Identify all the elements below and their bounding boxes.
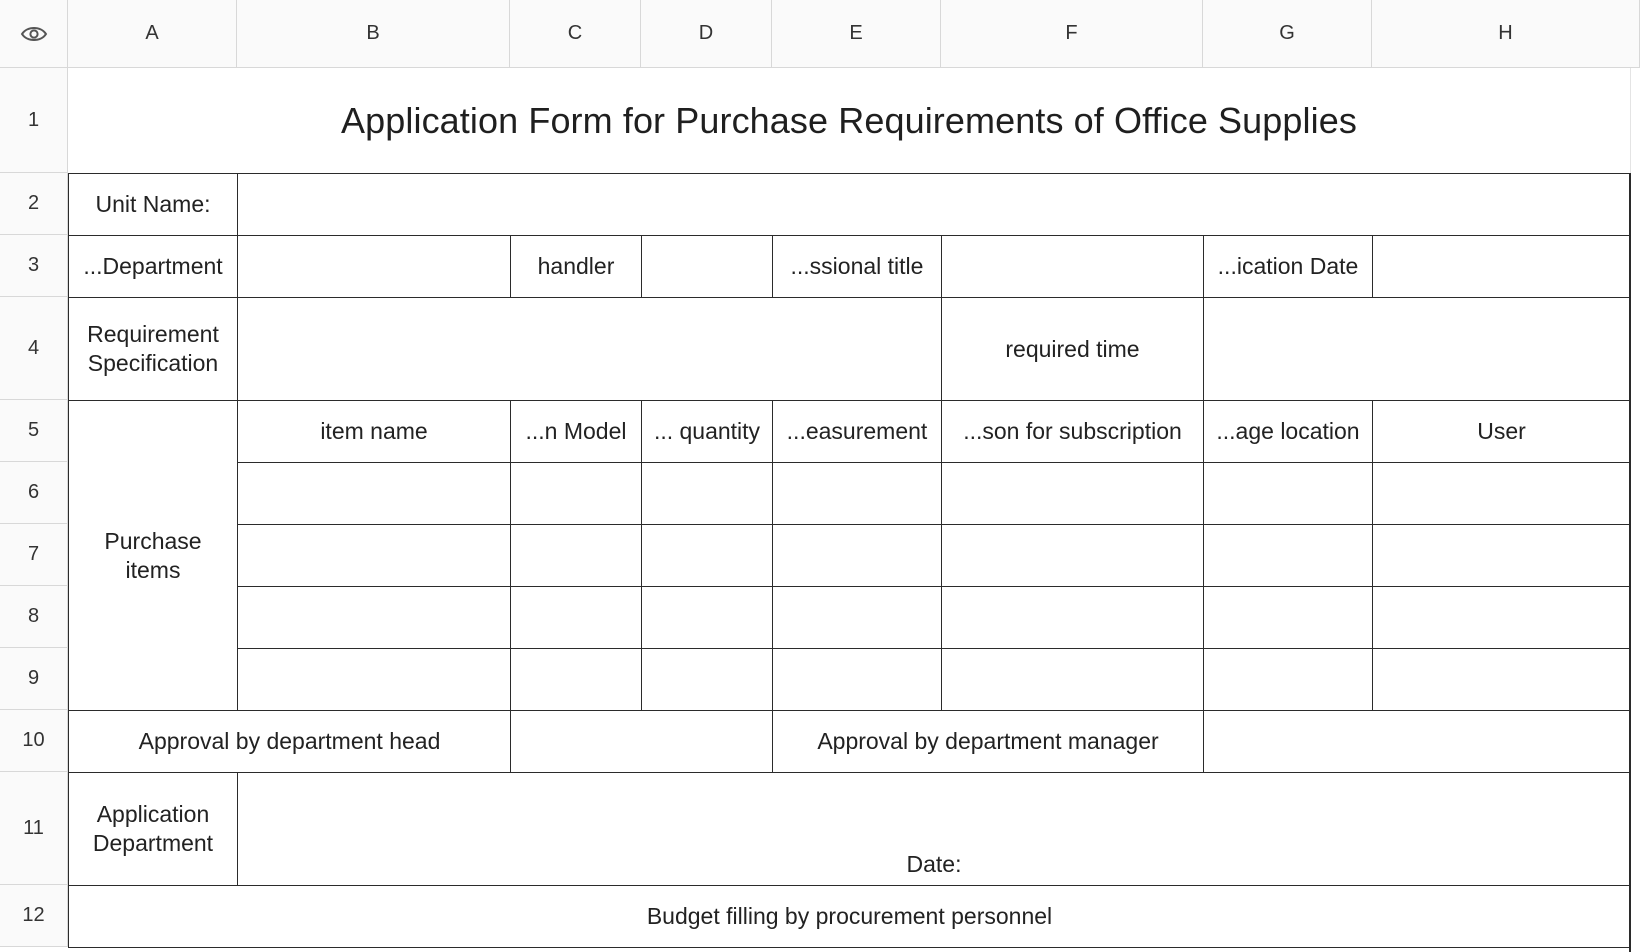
row-header-5[interactable]: 5 (0, 400, 68, 462)
approval-head-label: Approval by department head (68, 710, 510, 772)
row-header-3[interactable]: 3 (0, 235, 68, 297)
purchase-items-label: Purchase items (68, 400, 237, 710)
column-header-b[interactable]: B (237, 0, 510, 68)
professional-title-label: ...ssional title (772, 235, 941, 297)
row-header-2[interactable]: 2 (0, 173, 68, 235)
storage-location-header: ...age location (1203, 400, 1372, 462)
blank-cell[interactable] (510, 947, 641, 948)
measurement-header: ...easurement (772, 400, 941, 462)
item-cell[interactable] (772, 648, 941, 710)
row-header-8[interactable]: 8 (0, 586, 68, 648)
item-cell[interactable] (641, 462, 772, 524)
row-header-12[interactable]: 12 (0, 885, 68, 947)
professional-title-value[interactable] (941, 235, 1203, 297)
application-department-label: Application Department (68, 772, 237, 885)
blank-cell[interactable] (772, 947, 941, 948)
item-cell[interactable] (941, 586, 1203, 648)
item-cell[interactable] (510, 524, 641, 586)
reason-header: ...son for subscription (941, 400, 1203, 462)
item-cell[interactable] (237, 462, 510, 524)
item-name-header: item name (237, 400, 510, 462)
approval-manager-value[interactable] (1203, 710, 1630, 772)
item-cell[interactable] (237, 586, 510, 648)
item-cell[interactable] (1372, 648, 1630, 710)
budget-label: Budget filling by procurement personnel (68, 885, 1630, 947)
model-header: ...n Model (510, 400, 641, 462)
row-header-1[interactable]: 1 (0, 68, 68, 173)
select-all-corner[interactable] (0, 0, 68, 68)
eye-icon[interactable] (20, 24, 48, 44)
application-date-value[interactable] (1372, 235, 1630, 297)
blank-cell[interactable] (1203, 947, 1372, 948)
table-right-border (1629, 173, 1631, 952)
row-header-7[interactable]: 7 (0, 524, 68, 586)
column-header-f[interactable]: F (941, 0, 1203, 68)
blank-cell[interactable] (1372, 947, 1630, 948)
column-header-a[interactable]: A (68, 0, 237, 68)
row-header-9[interactable]: 9 (0, 648, 68, 710)
item-cell[interactable] (1372, 524, 1630, 586)
unit-name-label: Unit Name: (68, 173, 237, 235)
item-cell[interactable] (1372, 586, 1630, 648)
item-cell[interactable] (237, 648, 510, 710)
column-header-d[interactable]: D (641, 0, 772, 68)
column-header-g[interactable]: G (1203, 0, 1372, 68)
item-cell[interactable] (237, 524, 510, 586)
approval-head-value[interactable] (510, 710, 772, 772)
item-cell[interactable] (510, 586, 641, 648)
user-header: User (1372, 400, 1630, 462)
blank-cell[interactable] (68, 947, 237, 948)
row-header-10[interactable]: 10 (0, 710, 68, 772)
quantity-header: ... quantity (641, 400, 772, 462)
handler-value[interactable] (641, 235, 772, 297)
item-cell[interactable] (1203, 462, 1372, 524)
item-cell[interactable] (772, 462, 941, 524)
column-header-h[interactable]: H (1372, 0, 1640, 68)
row-header-6[interactable]: 6 (0, 462, 68, 524)
row-header-4[interactable]: 4 (0, 297, 68, 400)
required-time-value[interactable] (1203, 297, 1630, 400)
item-cell[interactable] (772, 524, 941, 586)
item-cell[interactable] (1203, 648, 1372, 710)
item-cell[interactable] (1372, 462, 1630, 524)
item-cell[interactable] (510, 648, 641, 710)
item-cell[interactable] (941, 524, 1203, 586)
item-cell[interactable] (510, 462, 641, 524)
row-header-11[interactable]: 11 (0, 772, 68, 885)
item-cell[interactable] (941, 462, 1203, 524)
application-date-label: ...ication Date (1203, 235, 1372, 297)
item-cell[interactable] (1203, 586, 1372, 648)
blank-cell[interactable] (941, 947, 1203, 948)
blank-cell[interactable] (237, 947, 510, 948)
column-header-c[interactable]: C (510, 0, 641, 68)
item-cell[interactable] (641, 524, 772, 586)
item-cell[interactable] (641, 586, 772, 648)
handler-label: handler (510, 235, 641, 297)
item-cell[interactable] (941, 648, 1203, 710)
unit-name-value[interactable] (237, 173, 1630, 235)
item-cell[interactable] (1203, 524, 1372, 586)
department-label: ...Department (68, 235, 237, 297)
item-cell[interactable] (772, 586, 941, 648)
application-department-date[interactable]: Date: (237, 772, 1630, 885)
column-header-e[interactable]: E (772, 0, 941, 68)
form-title: Application Form for Purchase Requirements of Office Supplies (68, 68, 1630, 173)
requirement-spec-label: Requirement Specification (68, 297, 237, 400)
approval-manager-label: Approval by department manager (772, 710, 1203, 772)
department-value[interactable] (237, 235, 510, 297)
item-cell[interactable] (641, 648, 772, 710)
requirement-spec-value[interactable] (237, 297, 941, 400)
required-time-label: required time (941, 297, 1203, 400)
blank-cell[interactable] (641, 947, 772, 948)
